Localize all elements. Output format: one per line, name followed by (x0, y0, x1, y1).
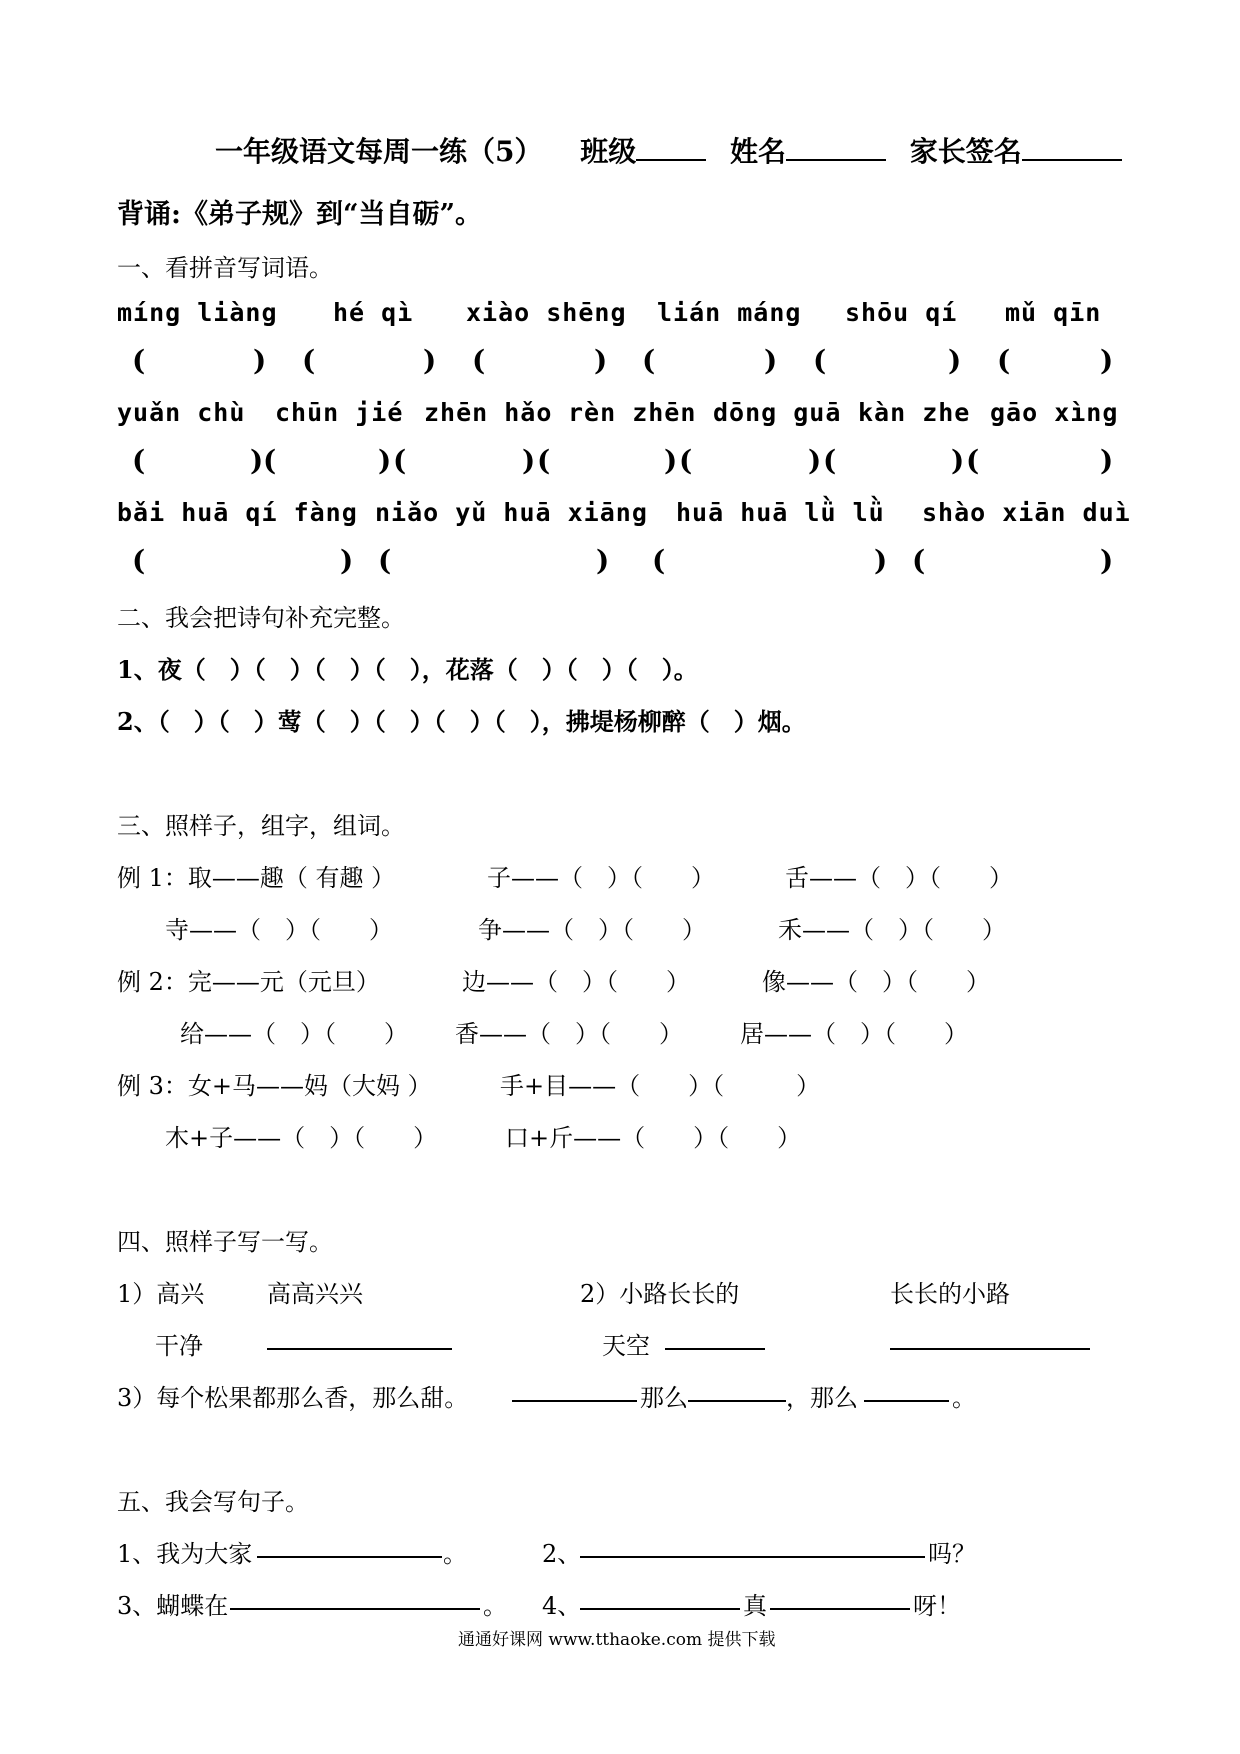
paren-open: ( (263, 444, 277, 477)
sentence-end: 呀！ (913, 1592, 961, 1620)
word-group-item[interactable]: 禾——（ ）（ ） (778, 916, 1006, 944)
parent-signature-blank[interactable] (1022, 158, 1122, 161)
class-label: 班级 (580, 135, 637, 168)
worksheet-title: 一年级语文每周一练（5） (215, 135, 543, 168)
name-blank[interactable] (786, 158, 886, 161)
pinyin-item: míng liàng (117, 298, 278, 327)
example-sentence: 3）每个松果都那么香，那么甜。 (117, 1384, 469, 1412)
name-label: 姓名 (730, 135, 787, 168)
example-3: 例 3：女+马——妈（大妈 ） (117, 1072, 432, 1100)
paren-close: ) (250, 444, 264, 477)
pinyin-item: dōng guā (713, 398, 842, 427)
example-phrase: 2）小路长长的 (580, 1280, 740, 1308)
paren-open: ( (679, 444, 693, 477)
paren-close: ) (874, 544, 888, 577)
pinyin-item: kàn zhe (858, 398, 971, 427)
paren-close: ) (423, 344, 437, 377)
answer-blank[interactable] (267, 1348, 452, 1350)
pinyin-item: huā huā lǜ lǜ (676, 498, 885, 527)
pinyin-item: gāo xìng (990, 398, 1119, 427)
example-phrase-answer: 长长的小路 (890, 1280, 1010, 1308)
paren-open: ( (302, 344, 316, 377)
paren-open: ( (132, 344, 146, 377)
section-1-heading: 一、看拼音写词语。 (117, 254, 333, 282)
pinyin-item: chūn jié (275, 398, 404, 427)
paren-open: ( (966, 444, 980, 477)
poem-line-1[interactable]: 1、夜（ ）（ ）（ ）（ ），花落（ ）（ ）（ ）。 (117, 655, 698, 684)
paren-open: ( (652, 544, 666, 577)
prompt-word: 天空 (602, 1332, 650, 1360)
paren-open: ( (823, 444, 837, 477)
word-group-item[interactable]: 寺——（ ）（ ） (165, 916, 393, 944)
pinyin-item: rèn zhēn (568, 398, 697, 427)
paren-open: ( (813, 344, 827, 377)
paren-close: ) (808, 444, 822, 477)
word-group-item[interactable]: 像——（ ）（ ） (762, 968, 990, 996)
pinyin-item: hé qì (333, 298, 414, 327)
sentence-prompt-1: 1、我为大家 (117, 1540, 253, 1568)
example-1: 例 1：取——趣（ 有趣 ） (117, 864, 396, 892)
word-group-item[interactable]: 给——（ ）（ ） (180, 1020, 408, 1048)
section-2-heading: 二、我会把诗句补充完整。 (117, 604, 405, 632)
paren-close: ) (596, 544, 610, 577)
pinyin-item: shào xiān duì (922, 498, 1131, 527)
parent-signature-label: 家长签名 (909, 135, 1022, 168)
paren-open: ( (642, 344, 656, 377)
answer-blank[interactable] (512, 1400, 637, 1402)
paren-open: ( (132, 544, 146, 577)
pinyin-item: bǎi huā qí fàng (117, 498, 358, 527)
paren-open: ( (132, 444, 146, 477)
word-group-item[interactable]: 争——（ ）（ ） (478, 916, 706, 944)
section-5-heading: 五、我会写句子。 (117, 1488, 309, 1516)
word-group-item[interactable]: 口+斤——（ ）（ ） (505, 1124, 802, 1152)
paren-close: ) (522, 444, 536, 477)
word-group-item[interactable]: 木+子——（ ）（ ） (165, 1124, 438, 1152)
word-group-item[interactable]: 居——（ ）（ ） (740, 1020, 968, 1048)
prompt-word: 干净 (155, 1332, 203, 1360)
pinyin-item: shōu qí (845, 298, 958, 327)
class-blank[interactable] (636, 158, 706, 161)
sentence-end: 。 (952, 1384, 976, 1412)
paren-close: ) (340, 544, 354, 577)
word-group-item[interactable]: 子——（ ）（ ） (487, 864, 715, 892)
sentence-end: 。 (483, 1592, 507, 1620)
example-word: 1）高兴 (117, 1280, 205, 1308)
pinyin-item: zhēn hǎo (424, 398, 553, 427)
paren-close: ) (1100, 444, 1114, 477)
answer-blank[interactable] (770, 1608, 910, 1610)
paren-close: ) (1100, 344, 1114, 377)
paren-close: ) (764, 344, 778, 377)
paren-open: ( (537, 444, 551, 477)
sentence-connector: ，那么 (786, 1384, 858, 1412)
word-group-item[interactable]: 手+目——（ ）（ ） (500, 1072, 821, 1100)
sentence-connector: 真 (743, 1592, 767, 1620)
paren-close: ) (948, 344, 962, 377)
sentence-connector: 那么 (640, 1384, 688, 1412)
answer-blank[interactable] (688, 1400, 786, 1402)
answer-blank[interactable] (580, 1556, 925, 1558)
sentence-prompt-4: 4、 (542, 1592, 582, 1620)
pinyin-item: mǔ qīn (1005, 298, 1102, 327)
pinyin-item: xiào shēng (466, 298, 627, 327)
sentence-end: 。 (443, 1540, 467, 1568)
answer-blank[interactable] (890, 1348, 1090, 1350)
sentence-end: 吗？ (928, 1540, 976, 1568)
answer-blank[interactable] (665, 1348, 765, 1350)
paren-open: ( (997, 344, 1011, 377)
paren-close: ) (378, 444, 392, 477)
worksheet-header (215, 130, 1122, 170)
sentence-prompt-2: 2、 (542, 1540, 582, 1568)
answer-blank[interactable] (580, 1608, 740, 1610)
answer-blank[interactable] (257, 1556, 442, 1558)
section-3-heading: 三、照样子，组字，组词。 (117, 812, 405, 840)
paren-close: ) (1100, 544, 1114, 577)
pinyin-item: yuǎn chù (117, 398, 246, 427)
paren-open: ( (472, 344, 486, 377)
example-2: 例 2：完——元（元旦） (117, 968, 380, 996)
answer-blank[interactable] (230, 1608, 480, 1610)
paren-open: ( (912, 544, 926, 577)
pinyin-item: niǎo yǔ huā xiāng (375, 498, 648, 527)
paren-close: ) (594, 344, 608, 377)
word-group-item[interactable]: 边——（ ）（ ） (462, 968, 690, 996)
paren-close: ) (253, 344, 267, 377)
sentence-prompt-3: 3、蝴蝶在 (117, 1592, 229, 1620)
recite-instruction: 背诵:《弟子规》到“当自砺”。 (117, 199, 483, 230)
paren-close: ) (664, 444, 678, 477)
word-group-item[interactable]: 舌——（ ）（ ） (785, 864, 1013, 892)
word-group-item[interactable]: 香——（ ）（ ） (455, 1020, 683, 1048)
paren-close: ) (951, 444, 965, 477)
paren-open: ( (378, 544, 392, 577)
paren-open: ( (393, 444, 407, 477)
answer-blank[interactable] (864, 1400, 949, 1402)
pinyin-item: lián máng (657, 298, 802, 327)
poem-line-2[interactable]: 2、（ ）（ ）莺（ ）（ ）（ ）（ ），拂堤杨柳醉（ ）烟。 (117, 707, 806, 736)
example-answer: 高高兴兴 (267, 1280, 363, 1308)
section-4-heading: 四、照样子写一写。 (117, 1228, 333, 1256)
footer-watermark: 通通好课网 www.tthaoke.com 提供下载 (458, 1630, 776, 1650)
